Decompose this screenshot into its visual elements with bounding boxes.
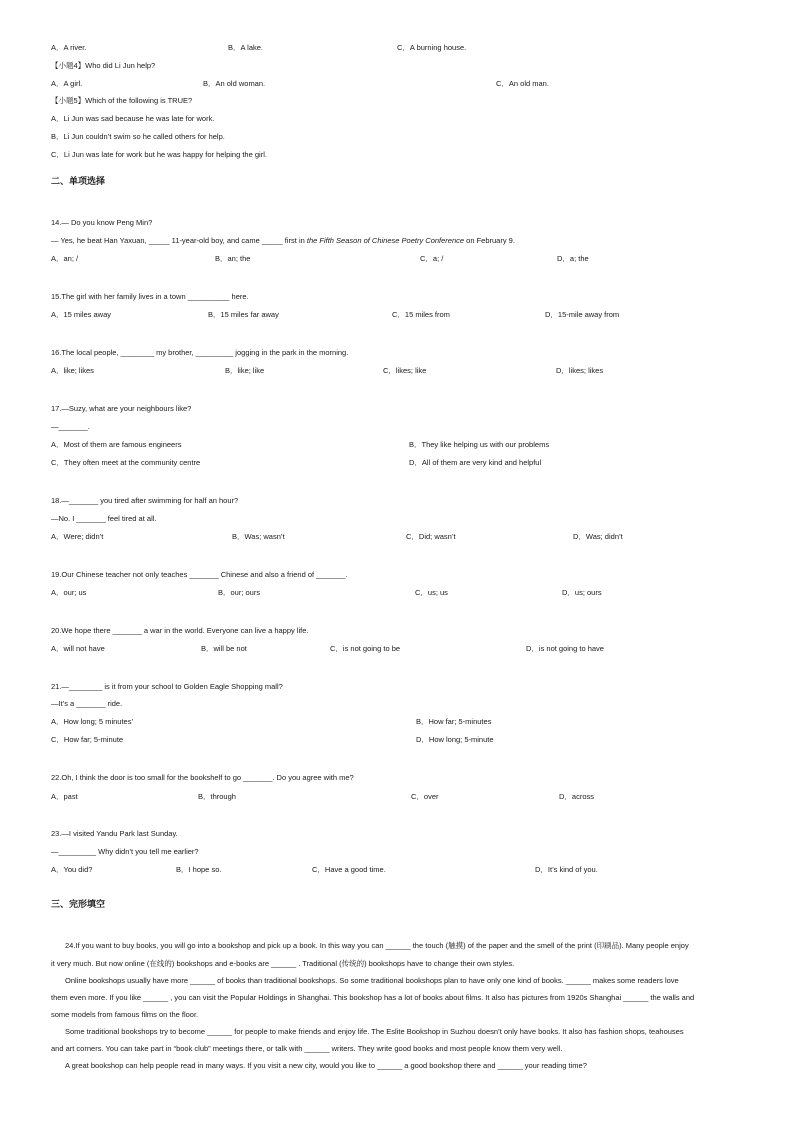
q17-option-a: A．Most of them are famous engineers bbox=[51, 440, 182, 449]
q17-stem: 17.—Suzy, what are your neighbours like? bbox=[51, 404, 192, 413]
subq4-option-c: C．An old man. bbox=[496, 79, 549, 88]
q16-stem: 16.The local people, ________ my brother, _________ jogging in the park in the morning. bbox=[51, 348, 349, 357]
q16-option-c: C．likes; like bbox=[383, 366, 427, 375]
q18-stem: 18.—_______ you tired after swimming for half an hour? bbox=[51, 496, 239, 505]
q15-option-d: D．15-mile away from bbox=[545, 310, 620, 319]
q18-line2: —No. I _______ feel tired at all. bbox=[51, 514, 157, 523]
q14-option-b: B．an; the bbox=[215, 254, 251, 263]
q17-option-c: C．They often meet at the community centre bbox=[51, 458, 201, 467]
subq4-option-b: B．An old woman. bbox=[203, 79, 266, 88]
q16-option-b: B．like; like bbox=[225, 366, 265, 375]
q17-option-b: B．They like helping us with our problems bbox=[409, 440, 550, 449]
q16-option-d: D．likes; likes bbox=[556, 366, 604, 375]
q20-option-c: C．is not going to be bbox=[330, 644, 401, 653]
q15-option-c: C．15 miles from bbox=[392, 310, 450, 319]
q17-line2: —_______. bbox=[51, 422, 90, 431]
q14-line2 bbox=[51, 236, 515, 246]
q15-option-b: B．15 miles far away bbox=[208, 310, 279, 319]
q23-option-b: B．I hope so. bbox=[176, 865, 222, 874]
passage-line: and art corners. You can take part in “book club” meetings there, or talk with ______ writers. They write good books and most people know them very well. bbox=[51, 1044, 563, 1053]
q14-stem: 14.— Do you know Peng Min? bbox=[51, 218, 153, 227]
q22-option-b: B．through bbox=[198, 792, 236, 801]
q19-option-a: A．our; us bbox=[51, 588, 87, 597]
q22-option-d: D．across bbox=[559, 792, 595, 801]
q19-stem: 19.Our Chinese teacher not only teaches _______ Chinese and also a friend of _______. bbox=[51, 570, 348, 579]
q14-line2-c: on February 9. bbox=[464, 236, 515, 245]
passage-line: Online bookshops usually have more ______ of books than traditional bookshops. So some traditional bookshops plan to have only one kind of books. ______ makes some readers love bbox=[65, 976, 679, 985]
section-3-title: 三、完形填空 bbox=[51, 900, 106, 910]
subq5-option-c: C．Li Jun was late for work but he was happy for helping the girl. bbox=[51, 150, 267, 159]
q18-option-b: B．Was; wasn’t bbox=[232, 532, 285, 541]
q21-option-a: A．How long; 5 minutes’ bbox=[51, 717, 134, 726]
q20-stem: 20.We hope there _______ a war in the world. Everyone can live a happy life. bbox=[51, 626, 309, 635]
q18-option-a: A．Were; didn’t bbox=[51, 532, 104, 541]
passage-line: Some traditional bookshops try to become ______ for people to make friends and enjoy life. The Eslite Bookshop in Suzhou doesn’t only have books. It also has fashion shops, teahouses bbox=[65, 1027, 684, 1036]
passage-line: 24.If you want to buy books, you will go into a bookshop and pick up a book. In this way you can ______ the touch (触摸) of the paper and the smell of the print (印刷品). Many people enjoy bbox=[65, 941, 689, 950]
passage-line: them even more. If you like ______ , you can visit the Popular Holdings in Shanghai. This bookshop has a lot of books about films. It also has pictures from 1920s Shanghai ______ the walls and bbox=[51, 993, 695, 1002]
q15-stem: 15.The girl with her family lives in a town __________ here. bbox=[51, 292, 249, 301]
q22-option-a: A．past bbox=[51, 792, 78, 801]
q14-option-c: C．a; / bbox=[420, 254, 444, 263]
q23-option-c: C．Have a good time. bbox=[312, 865, 386, 874]
subq4-option-a: A．A girl. bbox=[51, 79, 83, 88]
q19-option-d: D．us; ours bbox=[562, 588, 602, 597]
subq5-question: 【小题5】Which of the following is TRUE? bbox=[51, 96, 193, 105]
q14-line2-title: the Fifth Season of Chinese Poetry Conference bbox=[306, 236, 465, 245]
subq4-question: 【小题4】Who did Li Jun help? bbox=[51, 61, 156, 70]
q14-line2-a: — Yes, he beat Han Yaxuan, _____ 11-year-old boy, and came _____ first in bbox=[51, 236, 307, 245]
q20-option-a: A．will not have bbox=[51, 644, 105, 653]
q14-option-d: D．a; the bbox=[557, 254, 589, 263]
q21-option-c: C．How far; 5-minute bbox=[51, 735, 124, 744]
q13-option-b: B．A lake. bbox=[228, 43, 264, 52]
q18-option-c: C．Did; wasn’t bbox=[406, 532, 456, 541]
q13-option-a: A．A river. bbox=[51, 43, 87, 52]
q23-line2: —_________ Why didn’t you tell me earlier? bbox=[51, 847, 199, 856]
q23-stem: 23.—I visited Yandu Park last Sunday. bbox=[51, 829, 178, 838]
passage-line: A great bookshop can help people read in many ways. If you visit a new city, would you like to ______ a good bookshop there and ______ your reading time? bbox=[65, 1061, 587, 1070]
q21-option-b: B．How far; 5-minutes bbox=[416, 717, 492, 726]
q21-line2: —It’s a _______ ride. bbox=[51, 699, 123, 708]
q22-stem: 22.Oh, I think the door is too small for the bookshelf to go _______. Do you agree with me? bbox=[51, 773, 354, 782]
q21-stem: 21.—________ is it from your school to Golden Eagle Shopping mall? bbox=[51, 682, 283, 691]
q16-option-a: A．like; likes bbox=[51, 366, 94, 375]
q13-option-c: C．A burning house. bbox=[397, 43, 467, 52]
section-2-title: 二、单项选择 bbox=[51, 177, 106, 187]
q20-option-b: B．will be not bbox=[201, 644, 247, 653]
q21-option-d: D．How long; 5-minute bbox=[416, 735, 494, 744]
passage-line: some models from famous films on the floor. bbox=[51, 1010, 199, 1019]
q19-option-b: B．our; ours bbox=[218, 588, 261, 597]
subq5-option-b: B．Li Jun couldn’t swim so he called others for help. bbox=[51, 132, 225, 141]
q17-option-d: D．All of them are very kind and helpful bbox=[409, 458, 542, 467]
q20-option-d: D．is not going to have bbox=[526, 644, 604, 653]
q23-option-a: A．You did? bbox=[51, 865, 93, 874]
q23-option-d: D．It’s kind of you. bbox=[535, 865, 598, 874]
q14-option-a: A．an; / bbox=[51, 254, 79, 263]
passage-line: it very much. But now online (在线的) bookshops and e-books are ______ . Traditional (传统的) bookshops have to change their own styles. bbox=[51, 959, 515, 968]
q15-option-a: A．15 miles away bbox=[51, 310, 112, 319]
subq5-option-a: A．Li Jun was sad because he was late for work. bbox=[51, 114, 215, 123]
q19-option-c: C．us; us bbox=[415, 588, 448, 597]
q18-option-d: D．Was; didn’t bbox=[573, 532, 623, 541]
q22-option-c: C．over bbox=[411, 792, 439, 801]
